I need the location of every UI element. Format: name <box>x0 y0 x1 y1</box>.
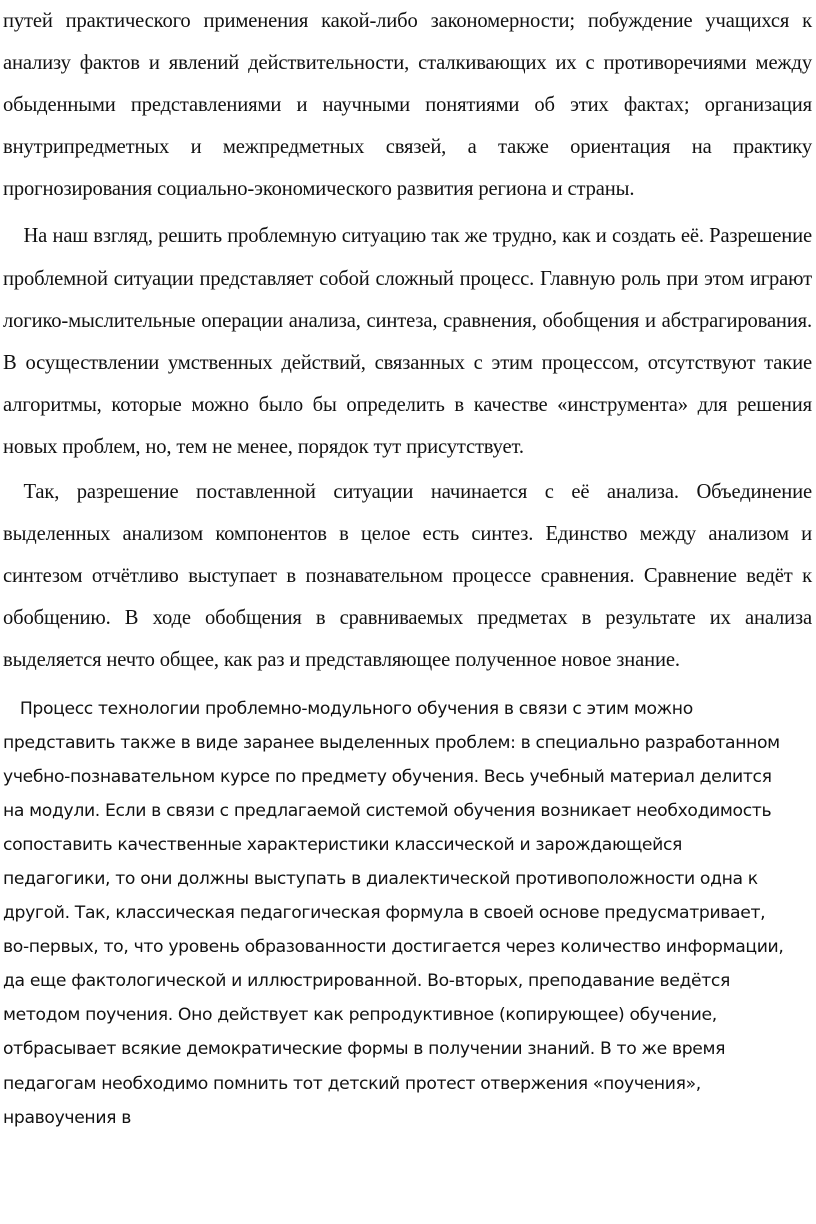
paragraph-1: путей практического применения какой-либо закономерности; побуждение учащихся к анализу фактов и явлений действительности, сталкивающих их с противоречиями между обыденными представлениями и научными понятиями об этих фактах; организация внутрипредметных и межпредметных связей, а также ориентация на практику прогнозирования социально-экономического развития региона и страны. <box>3 10 812 201</box>
paragraph-3: Так, разрешение поставленной ситуации начинается с её анализа. Объединение выделенных анализом компонентов в целое есть синтез. Единство между анализом и синтезом отчётливо выступает в познавательном процессе сравнения. Сравнение ведёт к обобщению. В ходе обобщения в сравниваемых предметах в результате их анализа выделяется нечто общее, как раз и представляющее полученное новое знание. <box>3 481 812 672</box>
paragraph-2: На наш взгляд, решить проблемную ситуацию так же трудно, как и создать её. Разрешение проблемной ситуации представляет собой сложный процесс. Главную роль при этом играют логико-мыслительные операции анализа, синтеза, сравнения, обобщения и абстрагирования. В осуществлении умственных действий, связанных с этим процессом, отсутствуют такие алгоритмы, которые можно было бы определить в качестве «инструмента» для решения новых проблем, но, тем не менее, порядок тут присутствует. <box>3 225 812 458</box>
paragraph-4: Процесс технологии проблемно-модульного обучения в связи с этим можно представить также в виде заранее выделенных проблем: в специально разработанном учебно-познавательном курсе по предмету обучения. Весь учебный материал делится на модули. Если в связи с предлагаемой системой обучения возникает необходимость сопоставить качественные характеристики классической и зарождающейся педагогики, то они должны выступать в диалектической противоположности одна к другой. Так, классическая педагогическая формула в своей основе предусматривает, во-первых, то, что уровень образованности достигается через количество информации, да еще фактологической и иллюстрированной. Во-вторых, преподавание ведётся методом поучения. Оно действует как репродуктивное (копирующее) обучение, отбрасывает всякие демократические формы в получении знаний. В то же время педагогам необходимо помнить тот детский протест отвержения «поучения», нравоучения в <box>3 698 784 1128</box>
